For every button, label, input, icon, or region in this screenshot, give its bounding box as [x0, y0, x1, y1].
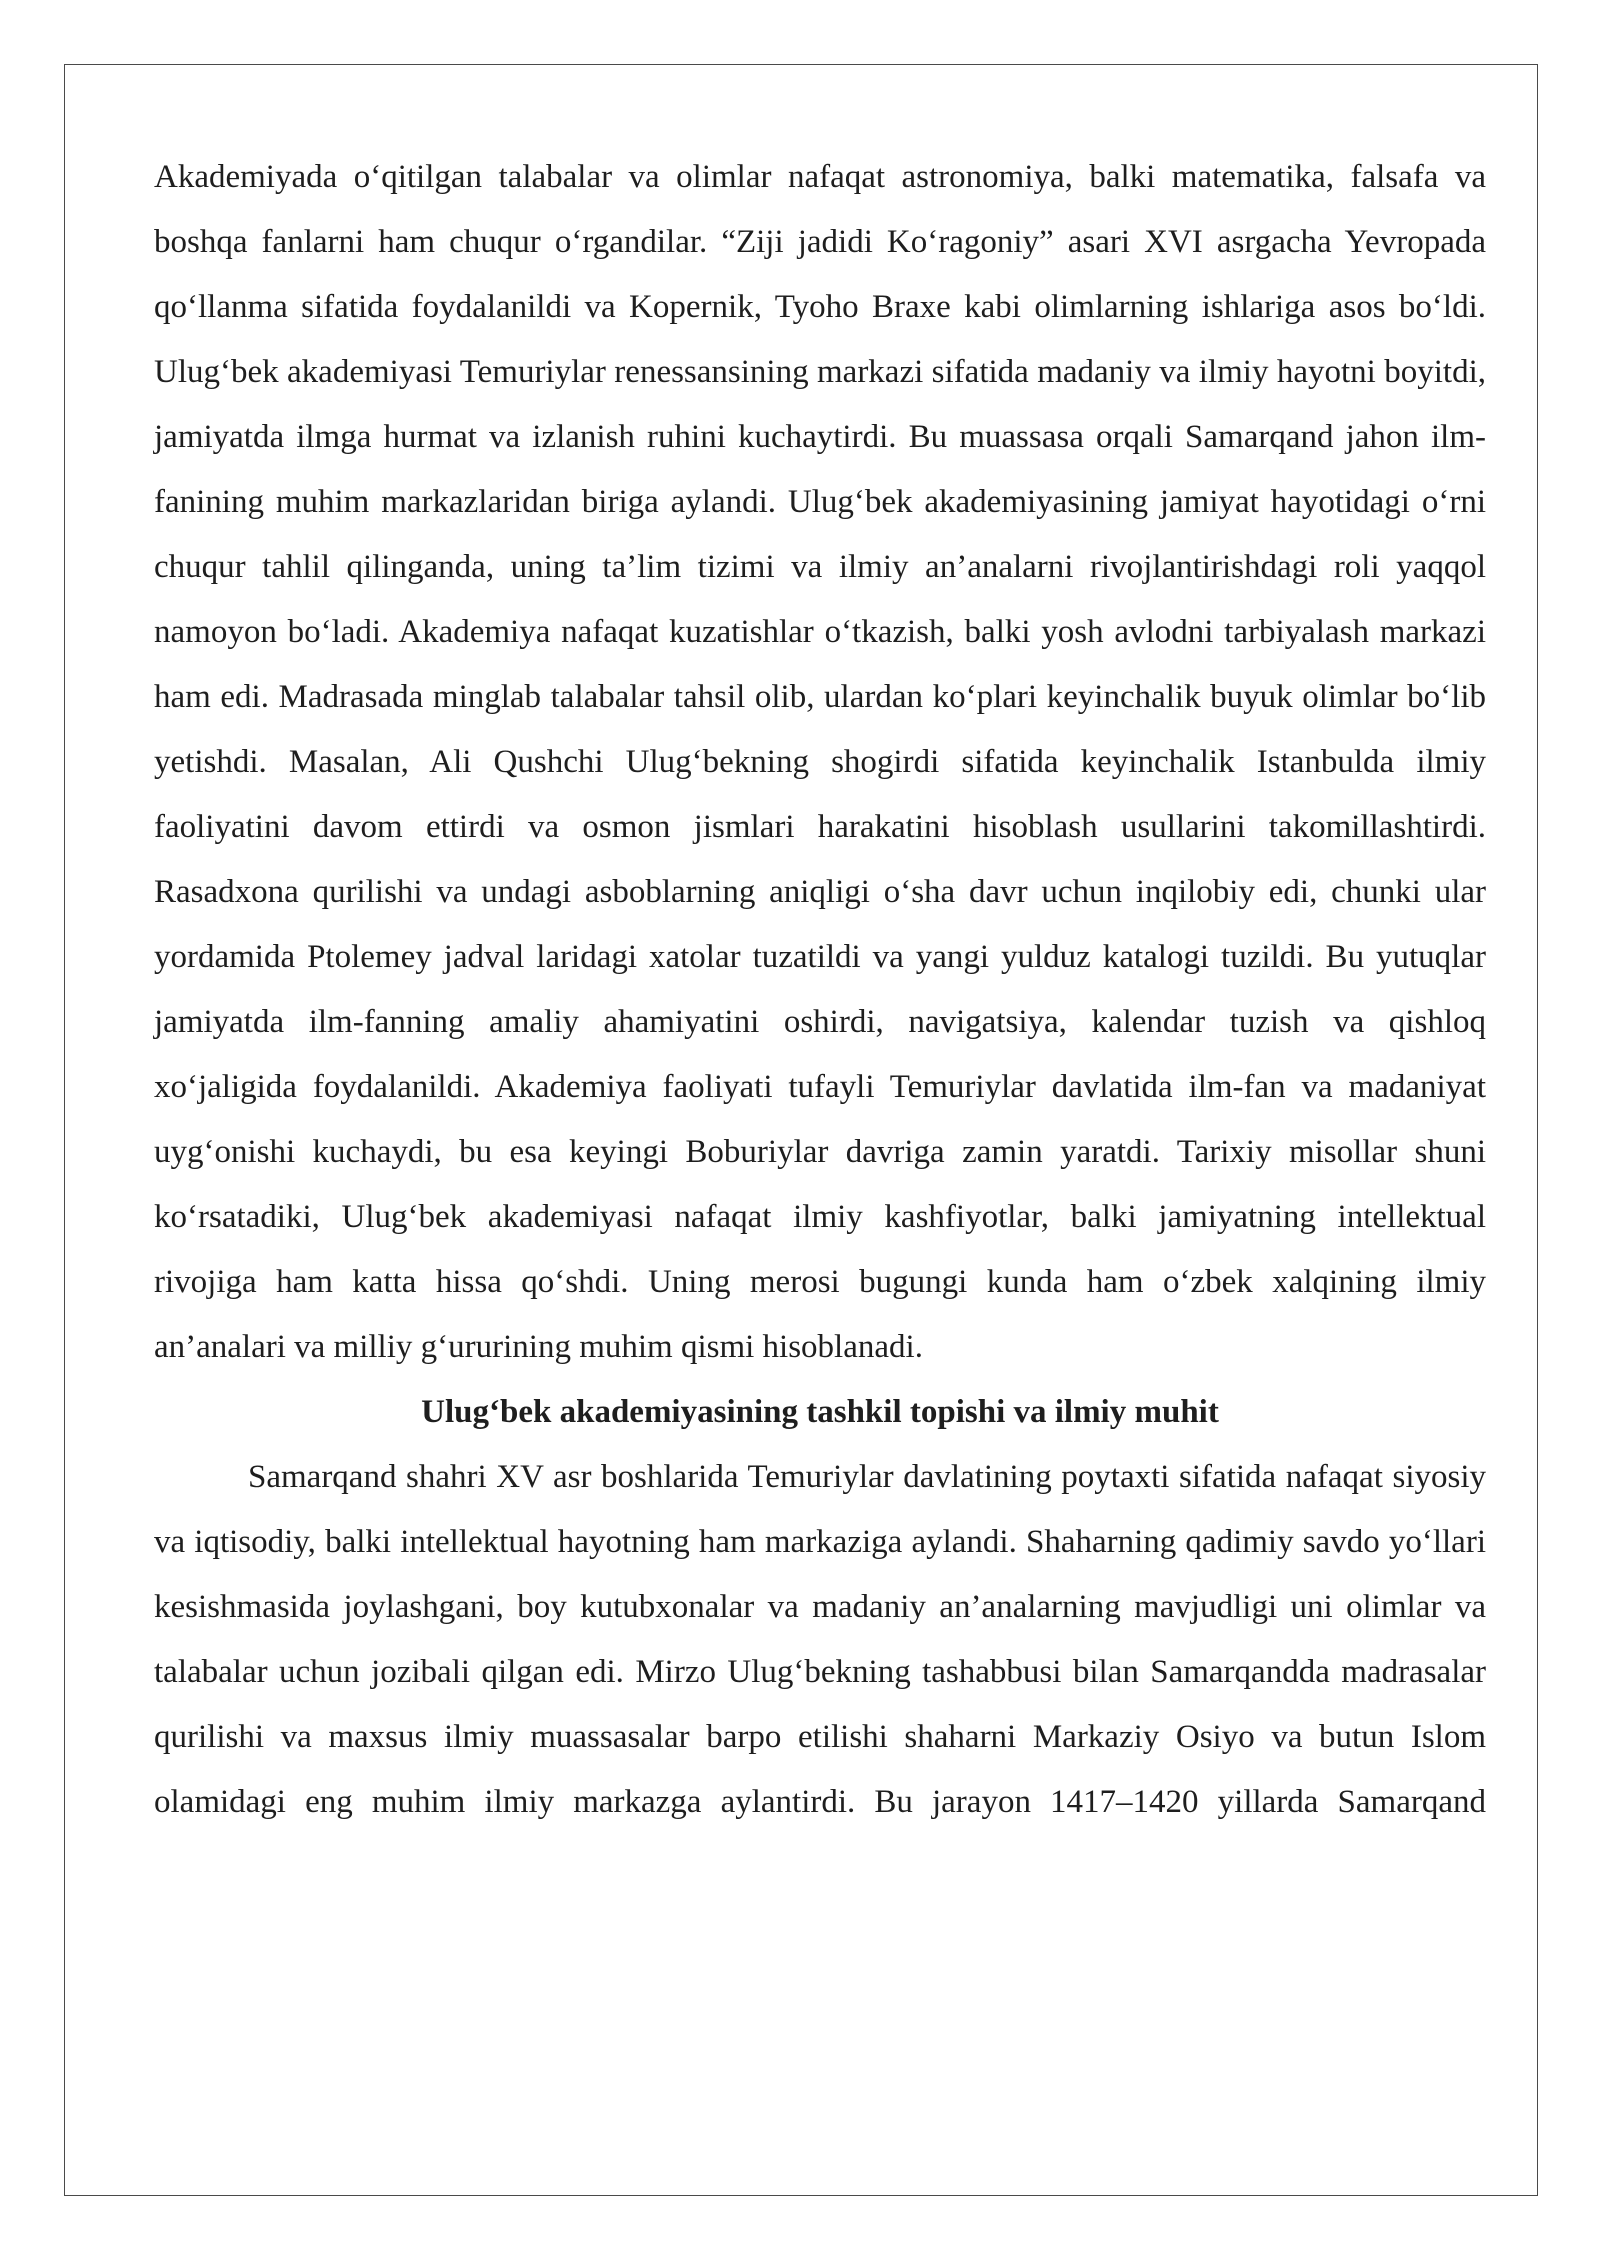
- document-body: [154, 145, 1486, 1835]
- body-paragraph-2: Samarqand shahri XV asr boshlarida Temuriylar davlatining poytaxti sifatida nafaqat siyosiy va iqtisodiy, balki intellektual hayotning ham markaziga aylandi. Shaharning qadimiy savdo yo‘llari kesishmasida joylashgani, boy kutubxonalar va madaniy an’analarning mavjudligi uni olimlar va talabalar uchun jozibali qilgan edi. Mirzo Ulug‘bekning tashabbusi bilan Samarqandda madrasalar qurilishi va maxsus ilmiy muassasalar barpo etilishi shaharni Markaziy Osiyo va butun Islom olamidagi eng muhim ilmiy markazga aylantirdi. Bu jarayon 1417–1420 yillarda Samarqand: [154, 1459, 1486, 1820]
- section-heading: Ulug‘bek akademiyasining tashkil topishi va ilmiy muhit: [421, 1394, 1219, 1430]
- body-paragraph-1: Akademiyada o‘qitilgan talabalar va olimlar nafaqat astronomiya, balki matematika, falsafa va boshqa fanlarni ham chuqur o‘rgandilar. “Ziji jadidi Ko‘ragoniy” asari XVI asrgacha Yevropada qo‘llanma sifatida foydalanildi va Kopernik, Tyoho Braxe kabi olimlarning ishlariga asos bo‘ldi. Ulug‘bek akademiyasi Temuriylar renessansining markazi sifatida madaniy va ilmiy hayotni boyitdi, jamiyatda ilmga hurmat va izlanish ruhini kuchaytirdi. Bu muassasa orqali Samarqand jahon ilm-fanining muhim markazlaridan biriga aylandi. Ulug‘bek akademiyasining jamiyat hayotidagi o‘rni chuqur tahlil qilinganda, uning ta’lim tizimi va ilmiy an’analarni rivojlantirishdagi roli yaqqol namoyon bo‘ladi. Akademiya nafaqat kuzatishlar o‘tkazish, balki yosh avlodni tarbiyalash markazi ham edi. Madrasada minglab talabalar tahsil olib, ulardan ko‘plari keyinchalik buyuk olimlar bo‘lib yetishdi. Masalan, Ali Qushchi Ulug‘bekning shogirdi sifatida keyinchalik Istanbulda ilmiy faoliyatini davom ettirdi va osmon jismlari harakatini hisoblash usullarini takomillashtirdi. Rasadxona qurilishi va undagi asboblarning aniqligi o‘sha davr uchun inqilobiy edi, chunki ular yordamida Ptolemey jadval laridagi xatolar tuzatildi va yangi yulduz katalogi tuzildi. Bu yutuqlar jamiyatda ilm-fanning amaliy ahamiyatini oshirdi, navigatsiya, kalendar tuzish va qishloq xo‘jaligida foydalanildi. Akademiya faoliyati tufayli Temuriylar davlatida ilm-fan va madaniyat uyg‘onishi kuchaydi, bu esa keyingi Boburiylar davriga zamin yaratdi. Tarixiy misollar shuni ko‘rsatadiki, Ulug‘bek akademiyasi nafaqat ilmiy kashfiyotlar, balki jamiyatning intellektual rivojiga ham katta hissa qo‘shdi. Uning merosi bugungi kunda ham o‘zbek xalqining ilmiy an’analari va milliy g‘ururining muhim qismi hisoblanadi.: [154, 159, 1486, 1365]
